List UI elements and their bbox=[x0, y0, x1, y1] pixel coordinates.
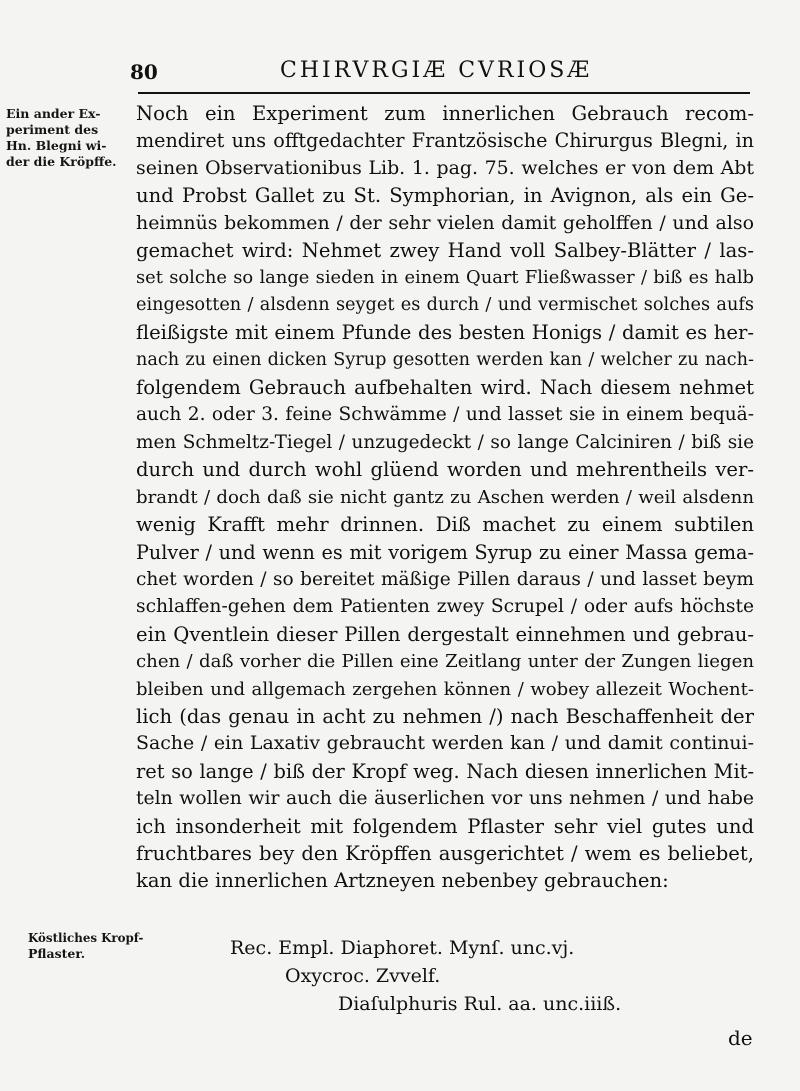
text-line: Pulver / und wenn es mit vorigem Syrup zu einer Massa gema- bbox=[136, 540, 754, 564]
page-number: 80 bbox=[130, 60, 158, 84]
text-line: mendiret uns offtgedachter Frantzösische Chirurgus Blegni, in bbox=[136, 129, 754, 153]
text-line: bleiben und allgemach zergehen können / wobey allezeit Wochent- bbox=[136, 678, 754, 700]
margin-note-line: der die Kröpffe. bbox=[6, 154, 117, 169]
margin-note-line: Pflaster. bbox=[28, 946, 86, 961]
text-line: set solche so lange sieden in einem Quart Fließwasser / biß es halb bbox=[136, 267, 754, 289]
text-line: kan die innerlichen Artzneyen nebenbey gebrauchen: bbox=[136, 869, 669, 893]
text-line: heimnüs bekommen / der sehr vielen damit geholffen / und also bbox=[136, 211, 754, 234]
margin-note-line: Köstliches Kropf- bbox=[28, 931, 144, 945]
recipe-line: Diaſulphuris Rul. aa. unc.iiiß. bbox=[338, 993, 622, 1015]
text-line: seinen Observationibus Lib. 1. pag. 75. welches er von dem Abt bbox=[136, 156, 754, 179]
recipe-line: Rec. Empl. Diaphoret. Mynſ. unc.vj. bbox=[230, 937, 575, 959]
margin-note-line: Ein ander Ex- bbox=[6, 106, 101, 121]
text-line: fleißigste mit einem Pfunde des besten Honigs / damit es her- bbox=[136, 321, 754, 345]
text-line: chen / daß vorher die Pillen eine Zeitlang unter der Zungen liegen bbox=[136, 651, 754, 673]
text-line: wenig Krafft mehr drinnen. Diß machet zu einem subtilen bbox=[136, 513, 754, 537]
text-line: und Probst Gallet zu St. Symphorian, in Avignon, als ein Ge- bbox=[136, 184, 754, 208]
text-line: fruchtbares bey den Kröpffen ausgerichtet / wem es beliebet, bbox=[136, 841, 754, 865]
text-line: teln wollen wir auch die äuserlichen vor uns nehmen / und habe bbox=[136, 788, 754, 810]
margin-note-plaster bbox=[28, 930, 146, 962]
recipe-line: Oxycroc. Zvvelf. bbox=[285, 965, 441, 987]
body-text bbox=[136, 100, 754, 895]
margin-note-experiment bbox=[6, 106, 124, 170]
text-line: ein Qventlein dieser Pillen dergestalt einnehmen und gebrau- bbox=[136, 622, 754, 646]
text-line: schlaffen-gehen dem Patienten zwey Scrupel / oder aufs höchste bbox=[136, 596, 754, 618]
margin-note-line: periment des bbox=[6, 122, 99, 137]
page-header bbox=[130, 58, 750, 88]
running-head: CHIRVRGIÆ CVRIOSÆ bbox=[280, 58, 593, 83]
text-line: ich insonderheit mit folgendem Pflaster sehr viel gutes und bbox=[136, 814, 754, 838]
text-line: brandt / doch daß sie nicht gantz zu Aschen werden / weil alsdenn bbox=[136, 486, 754, 508]
text-line: folgendem Gebrauch aufbehalten wird. Nach diesem nehmet bbox=[136, 376, 754, 400]
text-line: nach zu einen dicken Syrup gesotten werden kan / welcher zu nach- bbox=[136, 349, 754, 370]
margin-note-line: Hn. Blegni wi- bbox=[6, 138, 107, 153]
catchword: de bbox=[728, 1026, 753, 1050]
text-line: Sache / ein Laxativ gebraucht werden kan / und damit continui- bbox=[136, 732, 754, 755]
text-line: lich (das genau in acht zu nehmen /) nach Beschaffenheit der bbox=[136, 704, 754, 728]
text-line: eingesotten / alsdenn seyget es durch / und vermischet solches aufs bbox=[136, 294, 754, 315]
text-line: gemachet wird: Nehmet zwey Hand voll Salbey-Blätter / las- bbox=[136, 239, 754, 263]
text-line: durch und durch wohl glüend worden und mehrentheils ver- bbox=[136, 458, 754, 482]
text-line: auch 2. oder 3. feine Schwämme / und lasset sie in einem bequä- bbox=[136, 404, 754, 426]
text-line: ret so lange / biß der Kropf weg. Nach diesen innerlichen Mit- bbox=[136, 759, 754, 783]
text-line: chet worden / so bereitet mäßige Pillen daraus / und lasset beym bbox=[136, 568, 754, 590]
text-line: men Schmeltz-Tiegel / unzugedeckt / so lange Calciniren / biß sie bbox=[136, 431, 754, 453]
header-rule bbox=[138, 92, 750, 94]
text-line: Noch ein Experiment zum innerlichen Gebrauch recom- bbox=[136, 102, 754, 125]
